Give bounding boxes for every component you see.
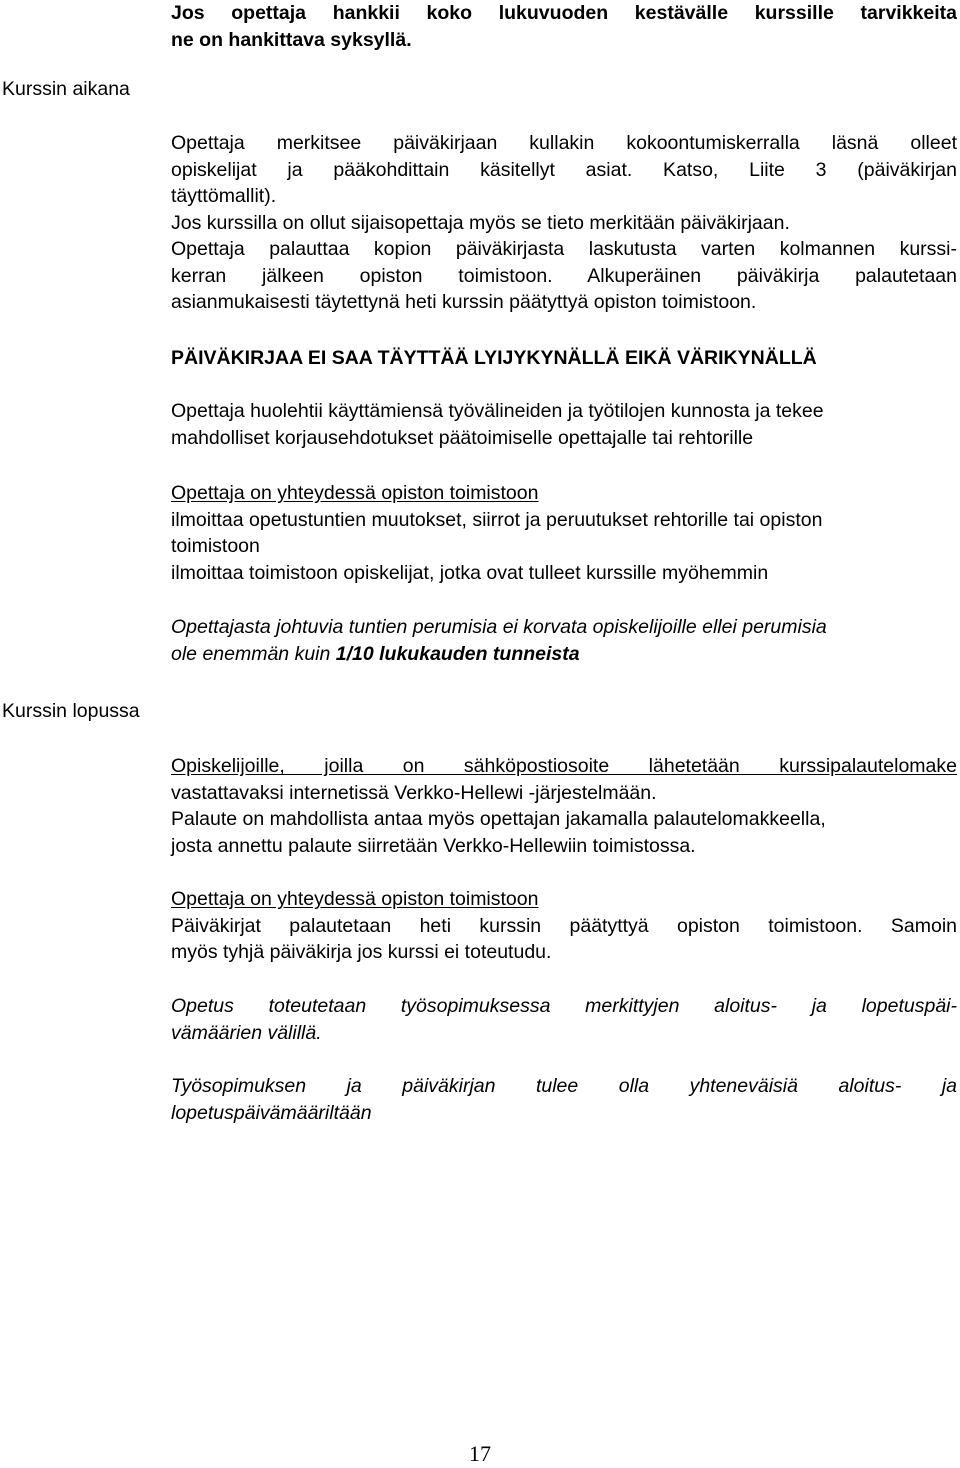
feedback-line: vastattavaksi internetissä Verkko-Hellewi -järjestelmään. [171, 781, 657, 804]
contact-heading: Opettaja on yhteydessä opiston toimistoon [171, 482, 539, 504]
diary-line: asianmukaisesti täytettynä heti kurssin päätyttyä opiston toimistoon. [171, 291, 757, 313]
diary-line: Opettaja palauttaa kopion päiväkirjasta laskutusta varten kolmannen kurssi- [171, 238, 957, 260]
contact-office-end [171, 886, 957, 966]
feedback-line: josta annettu palaute siirretään Verkko-Hellewiin toimistossa. [171, 834, 696, 857]
contact-line: ilmoittaa opetustuntien muutokset, siirrot ja peruutukset rehtorille tai opiston [171, 508, 823, 531]
matching-line: Työsopimuksen ja päiväkirjan tulee olla yhteneväisiä aloitus- ja [171, 1075, 957, 1097]
contact-heading: Opettaja on yhteydessä opiston toimistoon [171, 888, 539, 910]
diary-line: kerran jälkeen opiston toimistoon. Alkuperäinen päiväkirja palautetaan [171, 264, 957, 287]
cancellation-emphasis: 1/10 lukukauden tunneista [335, 642, 580, 665]
diary-line: Opettaja merkitsee päiväkirjaan kullakin kokoontumiskerralla läsnä olleet [171, 132, 957, 154]
cancellation-text: ole enemmän kuin [171, 642, 336, 665]
tools-line: mahdolliset korjausehdotukset päätoimiselle opettajalle tai rehtorille [171, 426, 754, 449]
matching-dates-note [171, 1073, 957, 1126]
contract-line: vämäärien välillä. [171, 1021, 322, 1044]
page-number: 17 [469, 1441, 491, 1466]
contact-line: ilmoittaa toimistoon opiskelijat, jotka ovat tulleet kurssille myöhemmin [171, 561, 769, 584]
intro-paragraph [171, 0, 957, 53]
diary-line: täyttömallit). [171, 185, 277, 207]
cancellation-line: Opettajasta johtuvia tuntien perumisia ei korvata opiskelijoille ellei perumisia [171, 616, 827, 638]
contract-line: Opetus toteutetaan työsopimuksessa merkittyjen aloitus- ja lopetuspäi- [171, 995, 957, 1017]
matching-line: lopetuspäivämääriltään [171, 1101, 372, 1124]
contact-line: Päiväkirjat palautetaan heti kurssin päätyttyä opiston toimistoon. Samoin [171, 914, 957, 937]
section-label-during: Kurssin aikana [2, 78, 130, 100]
feedback-line: Opiskelijoille, joilla on sähköpostiosoite lähetetään kurssipalautelomake [171, 755, 957, 777]
feedback-line: Palaute on mahdollista antaa myös opettajan jakamalla palautelomakkeella, [171, 808, 826, 830]
diary-paragraph [171, 130, 957, 316]
intro-line: ne on hankittava syksyllä. [171, 28, 412, 51]
cancellation-note [171, 614, 957, 667]
feedback-paragraph [171, 753, 957, 859]
cancellation-line [171, 641, 957, 668]
contact-line: toimistoon [171, 535, 260, 557]
contact-office-during [171, 480, 957, 586]
tools-line: Opettaja huolehtii käyttämiensä työvälineiden ja työtilojen kunnosta ja tekee [171, 400, 824, 422]
pencil-warning: PÄIVÄKIRJAA EI SAA TÄYTTÄÄ LYIJYKYNÄLLÄ EIKÄ VÄRIKYNÄLLÄ [171, 347, 817, 369]
intro-line: Jos opettaja hankkii koko lukuvuoden kestävälle kurssille tarvikkeita [171, 2, 957, 24]
diary-line: Jos kurssilla on ollut sijaisopettaja myös se tieto merkitään päiväkirjaan. [171, 211, 790, 234]
tools-paragraph [171, 398, 957, 451]
section-label-end: Kurssin lopussa [2, 700, 140, 722]
contract-dates-note [171, 993, 957, 1046]
contact-line: myös tyhjä päiväkirja jos kurssi ei toteutudu. [171, 941, 552, 963]
diary-line: opiskelijat ja pääkohdittain käsitellyt asiat. Katso, Liite 3 (päiväkirjan [171, 158, 957, 181]
